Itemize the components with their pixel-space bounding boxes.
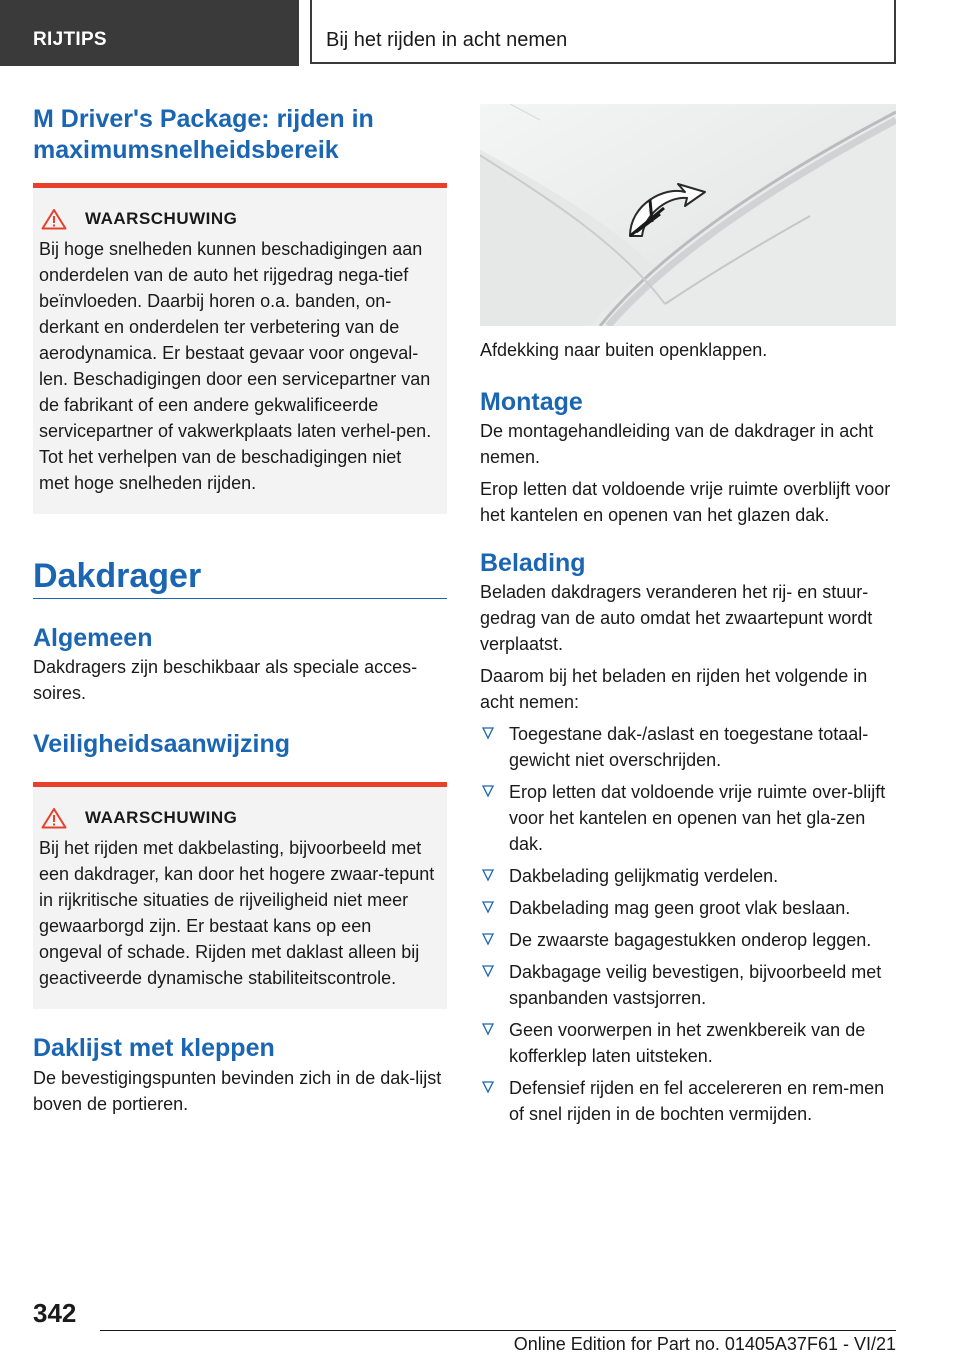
loading-rules-list: [480, 721, 896, 1127]
page-header: [0, 0, 960, 66]
mounting-text-2: Erop letten dat voldoende vrije ruimte overblijft voor het kantelen en openen van het glazen dak.: [480, 479, 891, 525]
warning-label: WAARSCHUWING: [85, 808, 238, 827]
roof-strip-text: De bevestigingspunten bevinden zich in de dak-lijst boven de portieren.: [33, 1068, 442, 1114]
right-column: [480, 104, 896, 1133]
list-item: Erop letten dat voldoende vrije ruimte over-blijft voor het kantelen en openen van het gla-zen dak.: [480, 779, 896, 857]
page-number: 342: [33, 1298, 77, 1328]
warning-text: Bij hoge snelheden kunnen beschadigingen aan onderdelen van de auto het rijgedrag nega-tief beïnvloeden. Daarbij horen o.a. banden, on-derkant en onderdelen ter verbetering van de aerodynamica. Er bestaat gevaar voor ongeval-len. Beschadigingen door een servicepartner van de fabrikant of een andere gekwalificeerde servicepartner of vakwerkplaats laten verhel-pen. Tot het verhelpen van de beschadigingen niet met hoge snelheden rijden.: [39, 239, 432, 493]
section-heading-mounting: Montage: [480, 388, 583, 416]
warning-text: Bij het rijden met dakbelasting, bijvoorbeeld met een dakdrager, kan door het hogere zwaar-tepunt in rijkritische situaties de rijveiligheid niet meer gewaarborgd zijn. Er bestaat kans op een ongeval of schade. Rijden met daklast alleen bij geactiveerde dynamische stabiliteitscontrole.: [39, 838, 435, 988]
warning-header: [39, 208, 435, 230]
roof-rail-flap-photo: [480, 104, 896, 326]
warning-box-roof-load: [33, 782, 447, 1009]
topic-heading: M Driver's Package: rijden in maximumsnelheidsbereik: [33, 105, 374, 164]
photo-caption: Afdekking naar buiten openklappen.: [480, 340, 768, 360]
bullet-triangle-icon: [482, 785, 494, 798]
list-item: Toegestane dak-/aslast en toegestane totaal-gewicht niet overschrijden.: [480, 721, 896, 773]
section-title: RIJTIPS: [33, 29, 107, 50]
section-heading-safety: Veiligheidsaanwijzing: [33, 730, 291, 758]
loading-text-2: Daarom bij het beladen en rijden het volgende in acht nemen:: [480, 666, 868, 712]
chapter-tab: [310, 0, 896, 64]
bullet-triangle-icon: [482, 727, 494, 740]
bullet-triangle-icon: [482, 965, 494, 978]
footer-divider: [100, 1330, 896, 1331]
left-column: [33, 104, 447, 1117]
list-item: De zwaarste bagagestukken onderop leggen.: [480, 927, 896, 953]
section-tab: [0, 0, 299, 66]
bullet-triangle-icon: [482, 869, 494, 882]
general-text: Dakdragers zijn beschikbaar als speciale acces-soires.: [33, 657, 418, 703]
section-heading-loading: Belading: [480, 549, 586, 577]
bullet-triangle-icon: [482, 933, 494, 946]
warning-box-high-speed: [33, 183, 447, 514]
loading-text-1: Beladen dakdragers veranderen het rij- en stuur-gedrag van de auto omdat het zwaartepunt wordt verplaatst.: [480, 582, 873, 654]
section-heading-general: Algemeen: [33, 624, 153, 652]
list-item: Dakbelading mag geen groot vlak beslaan.: [480, 895, 896, 921]
list-item: Defensief rijden en fel accelereren en rem-men of snel rijden in de bochten vermijden.: [480, 1075, 896, 1127]
edition-note: Online Edition for Part no. 01405A37F61 - VI/21: [513, 1334, 896, 1354]
warning-label: WAARSCHUWING: [85, 209, 238, 228]
warning-triangle-icon: [41, 807, 77, 829]
list-item: Dakbelading gelijkmatig verdelen.: [480, 863, 896, 889]
bullet-triangle-icon: [482, 1023, 494, 1036]
chapter-title: Bij het rijden in acht nemen: [326, 29, 568, 51]
mounting-text-1: De montagehandleiding van de dakdrager in acht nemen.: [480, 421, 874, 467]
bullet-triangle-icon: [482, 901, 494, 914]
warning-triangle-icon: [41, 208, 77, 230]
section-heading-roof-strip: Daklijst met kleppen: [33, 1034, 275, 1062]
warning-header: [39, 807, 435, 829]
bullet-triangle-icon: [482, 1081, 494, 1094]
main-heading: Dakdrager: [33, 556, 447, 599]
list-item: Dakbagage veilig bevestigen, bijvoorbeeld met spanbanden vastsjorren.: [480, 959, 896, 1011]
list-item: Geen voorwerpen in het zwenkbereik van de kofferklep laten uitsteken.: [480, 1017, 896, 1069]
